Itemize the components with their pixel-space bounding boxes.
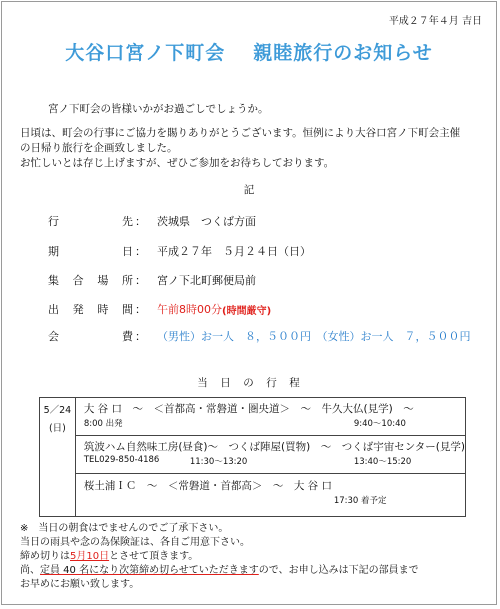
ki-heading: 記: [243, 184, 255, 196]
note-capacity: 尚、定員 40 名になり次第締め切らせていただきますので、お申し込みは下記の部員まで: [20, 565, 419, 576]
fee-value: （男性）お一人 ８，５００円 （女性）お一人 ７，５００円: [157, 330, 471, 343]
leg-2-route: 筑波ハム自然味工房(昼食)～ つくば陣屋(買物) ～ つくば宇宙センター(見学): [83, 441, 465, 453]
date-value: 平成２７年 ５月２４日（日）: [157, 245, 311, 258]
page-title: [2, 38, 496, 65]
note-breakfast: ※ 当日の朝食はでませんのでご了承下さい。: [20, 523, 229, 534]
issue-date: 平成２７年４月 吉日: [388, 16, 482, 27]
notice-page: [1, 1, 497, 605]
leg-1-route: 大 谷 口 ～ ＜首都高・常磐道・圏央道＞ ～ 牛久大仏(見学) ～: [83, 403, 414, 415]
intro-line-3: お忙しいとは存じ上げますが、ぜひご参加をお待ちしております。: [20, 157, 335, 169]
detail-meeting-place: 集 合 場 所 ： 宮ノ下北町郵便局前: [48, 274, 256, 287]
notes-section: [20, 522, 419, 592]
detail-departure: 出 発 時 間 ： 午前8時00分 (時間厳守): [48, 303, 272, 317]
note-apply: お早めにお願い致します。: [20, 579, 140, 590]
title-event: 親睦旅行のお知らせ: [253, 42, 433, 64]
detail-label: 行 先: [48, 215, 133, 228]
leg-2-tel: TEL029-850-4186: [83, 455, 160, 465]
detail-fee: 会 費 ： （男性）お一人 ８，５００円 （女性）お一人 ７，５００円: [48, 330, 471, 343]
table-row: [40, 436, 466, 474]
note-deadline: 締め切りは5月10日とさせて頂きます。: [20, 551, 199, 562]
capacity-text: 定員 40 名になり次第締め切らせていただきます: [40, 565, 259, 576]
schedule-date-cell: [40, 398, 76, 517]
schedule-heading: 当 日 の 行 程: [197, 377, 301, 389]
detail-destination: 行 先 ： 茨城県 つくば方面: [48, 215, 256, 228]
schedule-leg-2: [75, 436, 465, 474]
leg-3-arrive: 17:30 着予定: [333, 496, 387, 506]
note-raingear: 当日の雨具や念の為保険証は、各自ご用意下さい。: [20, 537, 250, 548]
deadline-date: 5月10日: [70, 551, 110, 562]
schedule-table: [39, 397, 466, 517]
detail-label: 集 合 場 所: [48, 274, 133, 287]
schedule-day: 5／24: [43, 405, 72, 416]
title-organization: 大谷口宮ノ下町会: [65, 42, 226, 64]
leg-2-time-2: 13:40～15:20: [353, 457, 412, 467]
leg-1-times: [84, 417, 465, 433]
leg-1-depart: 8:00 出発: [83, 419, 123, 429]
destination-value: 茨城県 つくば方面: [157, 215, 256, 228]
intro-line-1: 日頃は、町会の行事にご協力を賜りありがとうございます。恒例により大谷口宮ノ下町会主催: [20, 127, 461, 139]
leg-2-time-1: 11:30～13:20: [189, 457, 248, 467]
schedule-leg-1: [75, 398, 465, 436]
leg-1-time: 9:40～10:40: [353, 419, 406, 429]
schedule-weekday: (日): [48, 423, 66, 434]
table-row: [40, 474, 466, 517]
departure-time-value: 午前8時00分: [157, 303, 222, 316]
leg-3-times: [84, 494, 465, 510]
detail-label: 期 日: [48, 245, 133, 258]
detail-label: 会 費: [48, 330, 133, 343]
greeting-line: 宮ノ下町会の皆様いかがお過ごしでしょうか。: [48, 103, 269, 115]
intro-line-2: の日帰り旅行を企画致しました。: [20, 142, 178, 154]
meeting-place-value: 宮ノ下北町郵便局前: [157, 274, 256, 287]
detail-label: 出 発 時 間: [48, 303, 133, 316]
leg-3-route: 桜土浦ＩＣ ～ ＜常磐道・首都高＞ ～ 大 谷 口: [83, 480, 333, 492]
detail-date: 期 日 ： 平成２７年 ５月２４日（日）: [48, 245, 311, 258]
leg-2-times: [84, 455, 465, 471]
table-row: [40, 398, 466, 436]
schedule-leg-3: [75, 474, 465, 517]
departure-note: (時間厳守): [222, 305, 272, 317]
